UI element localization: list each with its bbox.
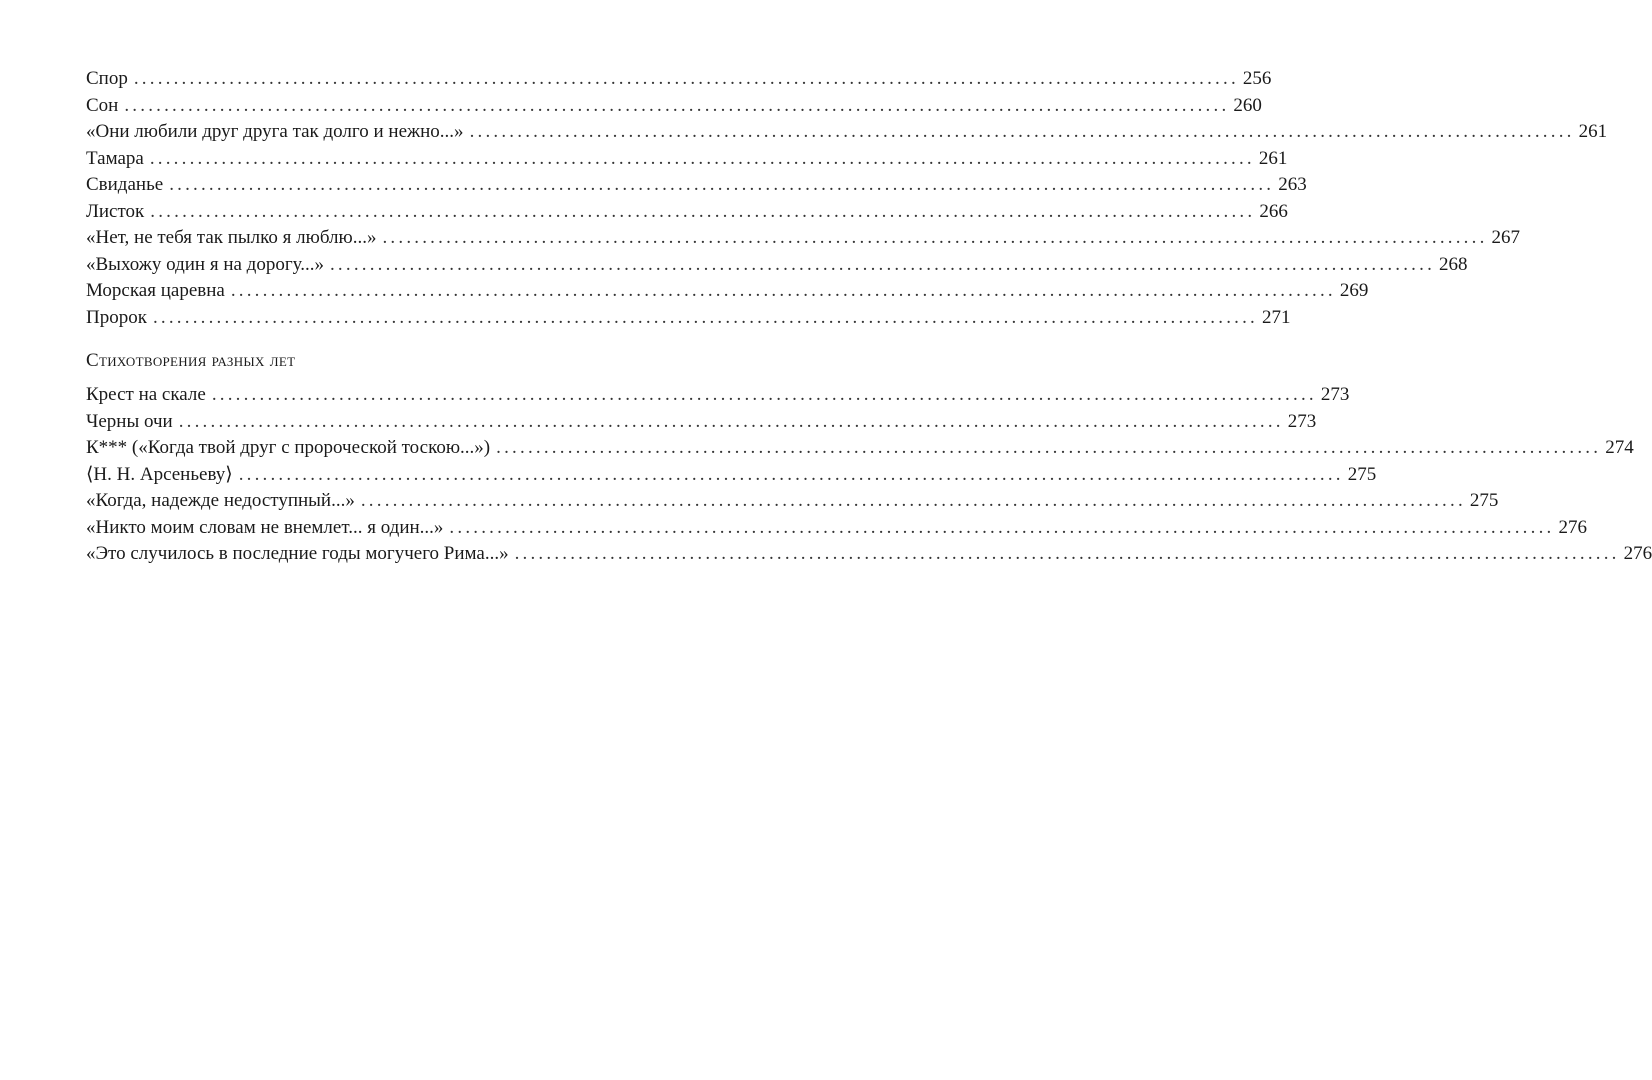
toc-entry	[86, 119, 1608, 146]
toc-entry-page: 271	[1262, 306, 1291, 328]
toc-dot-leader: ...........................................................................................................................................	[230, 280, 1336, 301]
toc-dot-leader: ...........................................................................................................................................	[169, 174, 1275, 195]
toc-entry-title: Спор	[86, 68, 128, 89]
toc-dot-leader: ...........................................................................................................................................	[329, 253, 1436, 275]
toc-entry-title: Пророк	[86, 306, 147, 328]
toc-entry	[86, 66, 1272, 93]
toc-entry-title: Свиданье	[86, 174, 164, 195]
toc-entry	[86, 462, 1377, 489]
toc-entry	[86, 409, 1317, 436]
toc-entry-title: Черны очи	[86, 410, 173, 432]
toc-entry-page: 273	[1320, 384, 1350, 405]
toc-entry-title: Сон	[86, 94, 119, 116]
toc-entry	[86, 252, 1468, 279]
toc-entry-page: 274	[1605, 437, 1634, 458]
toc-entry	[86, 435, 1634, 462]
toc-entry	[86, 488, 1499, 515]
toc-entry-page: 275	[1469, 490, 1499, 511]
toc-entry-page: 256	[1242, 68, 1272, 89]
toc-dot-leader: ...........................................................................................................................................	[149, 147, 1255, 169]
toc-dot-leader: ...........................................................................................................................................	[150, 200, 1256, 222]
toc-entry-title: К*** («Когда твой друг с пророческой тоскою...»)	[86, 437, 491, 458]
toc-entry	[86, 172, 1307, 199]
toc-entry-page: 268	[1439, 253, 1468, 275]
toc-dot-leader: ...........................................................................................................................................	[238, 463, 1344, 485]
section-heading: Стихотворения разных лет	[86, 350, 296, 371]
toc-entry	[86, 199, 1288, 226]
toc-dot-leader: ...........................................................................................................................................	[211, 384, 1317, 405]
toc-entry-page: 263	[1278, 174, 1307, 195]
toc-entry-title: ⟨Н. Н. Арсеньеву⟩	[86, 463, 233, 485]
toc-entry-title: «Никто моим словам не внемлет... я один...»	[86, 516, 444, 538]
toc-entry-page: 273	[1287, 410, 1317, 432]
toc-entry-title: Крест на скале	[86, 384, 206, 405]
toc-dot-leader: ...........................................................................................................................................	[469, 121, 1575, 142]
toc-entry	[86, 382, 1350, 409]
toc-page	[86, 66, 1652, 568]
toc-list-main	[86, 66, 1608, 331]
toc-dot-leader: ...........................................................................................................................................	[152, 306, 1259, 328]
toc-list-section	[86, 382, 1652, 568]
toc-entry-title: «Они любили друг друга так долго и нежно...»	[86, 121, 464, 142]
toc-entry-page: 267	[1491, 227, 1521, 248]
toc-entry-page: 269	[1339, 280, 1369, 301]
toc-entry-title: Морская царевна	[86, 280, 225, 301]
toc-dot-leader: ...........................................................................................................................................	[496, 437, 1602, 458]
toc-entry	[86, 278, 1369, 305]
toc-dot-leader: ...........................................................................................................................................	[178, 410, 1284, 432]
toc-entry-page: 266	[1259, 200, 1288, 222]
toc-dot-leader: ...........................................................................................................................................	[514, 543, 1620, 564]
toc-entry-page: 261	[1578, 121, 1608, 142]
toc-entry-page: 260	[1233, 94, 1262, 116]
toc-entry	[86, 93, 1262, 120]
toc-entry-title: Листок	[86, 200, 145, 222]
toc-entry-page: 275	[1347, 463, 1377, 485]
toc-dot-leader: ...........................................................................................................................................	[124, 94, 1230, 116]
toc-entry-page: 261	[1258, 147, 1288, 169]
toc-entry	[86, 305, 1291, 332]
toc-entry	[86, 515, 1587, 542]
toc-entry-title: «Выхожу один я на дорогу...»	[86, 253, 324, 275]
toc-dot-leader: ...........................................................................................................................................	[360, 490, 1466, 511]
toc-entry	[86, 225, 1521, 252]
toc-entry-page: 276	[1558, 516, 1587, 538]
toc-entry-page: 276	[1623, 543, 1652, 564]
toc-entry-title: Тамара	[86, 147, 144, 169]
toc-entry	[86, 146, 1288, 173]
toc-dot-leader: ...........................................................................................................................................	[133, 68, 1239, 89]
toc-entry	[86, 541, 1652, 568]
toc-entry-title: «Когда, надежде недоступный...»	[86, 490, 355, 511]
toc-dot-leader: ...........................................................................................................................................	[449, 516, 1555, 538]
toc-entry-title: «Это случилось в последние годы могучего Рима...»	[86, 543, 509, 564]
toc-entry-title: «Нет, не тебя так пылко я люблю...»	[86, 227, 377, 248]
toc-dot-leader: ...........................................................................................................................................	[382, 227, 1488, 248]
